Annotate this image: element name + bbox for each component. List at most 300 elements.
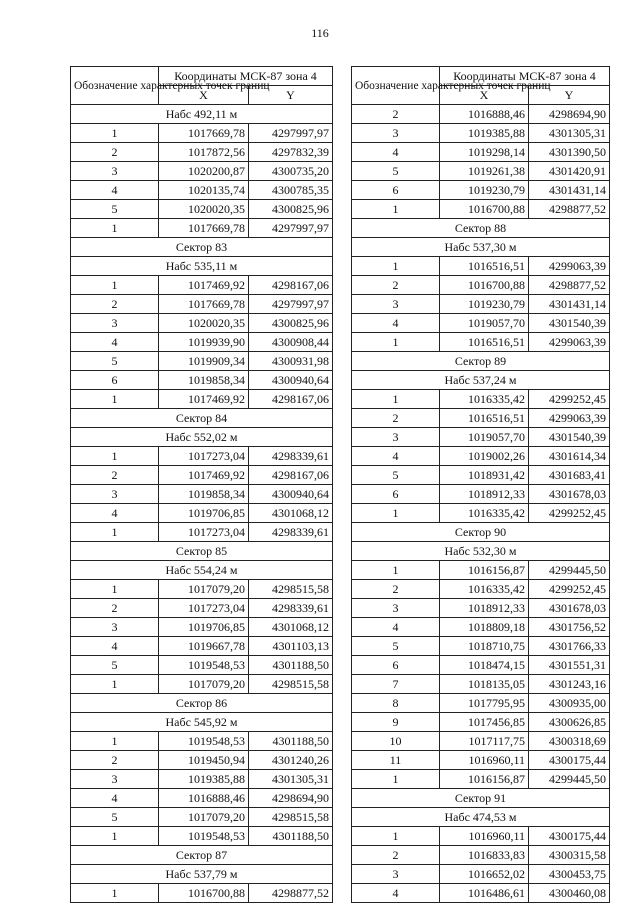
table-row: [352, 580, 610, 599]
y-coordinate: 4298167,06: [249, 466, 333, 485]
table-row: [71, 314, 333, 333]
table-row: [352, 295, 610, 314]
y-coordinate: 4298515,58: [249, 808, 333, 827]
table-row: [71, 124, 333, 143]
right-table-body: [352, 105, 610, 903]
table-row: [71, 580, 333, 599]
x-coordinate: 1017456,85: [440, 713, 529, 732]
x-coordinate: 1017117,75: [440, 732, 529, 751]
section-header-row: [352, 808, 610, 827]
table-row: [71, 276, 333, 295]
y-coordinate: 4298877,52: [249, 884, 333, 903]
table-row: [352, 846, 610, 865]
y-coordinate: 4299252,45: [529, 390, 610, 409]
y-coordinate: 4301683,41: [529, 466, 610, 485]
point-number: 5: [352, 466, 440, 485]
table-row: [352, 884, 610, 903]
x-coordinate: 1016833,83: [440, 846, 529, 865]
x-coordinate: 1016700,88: [440, 276, 529, 295]
section-label: Сектор 83: [71, 238, 333, 257]
point-number: 5: [352, 162, 440, 181]
point-number: 2: [71, 295, 159, 314]
y-coordinate: 4297997,97: [249, 295, 333, 314]
point-number: 2: [352, 409, 440, 428]
y-coordinate: 4299252,45: [529, 580, 610, 599]
x-coordinate: 1018135,05: [440, 675, 529, 694]
point-number: 3: [71, 162, 159, 181]
x-coordinate: 1016156,87: [440, 770, 529, 789]
y-coordinate: 4300453,75: [529, 865, 610, 884]
x-coordinate: 1019298,14: [440, 143, 529, 162]
y-coordinate: 4301243,16: [529, 675, 610, 694]
table-row: [71, 599, 333, 618]
x-coordinate: 1020135,74: [159, 181, 249, 200]
table-row: [71, 751, 333, 770]
y-coordinate: 4300460,08: [529, 884, 610, 903]
table-row: [71, 675, 333, 694]
point-number: 2: [71, 143, 159, 162]
x-coordinate: 1019548,53: [159, 656, 249, 675]
point-number: 1: [71, 523, 159, 542]
table-row: [352, 257, 610, 276]
y-coordinate: 4298339,61: [249, 599, 333, 618]
y-coordinate: 4297832,39: [249, 143, 333, 162]
x-coordinate: 1019858,34: [159, 371, 249, 390]
point-number: 6: [352, 656, 440, 675]
table-row: [352, 200, 610, 219]
table-row: [352, 675, 610, 694]
point-number: 3: [71, 770, 159, 789]
table-row: [71, 447, 333, 466]
x-coordinate: 1018809,18: [440, 618, 529, 637]
x-coordinate: 1019385,88: [440, 124, 529, 143]
x-coordinate: 1017669,78: [159, 219, 249, 238]
x-coordinate: 1017669,78: [159, 295, 249, 314]
table-row: [352, 466, 610, 485]
y-coordinate: 4301540,39: [529, 428, 610, 447]
section-header-row: [71, 409, 333, 428]
section-label: Сектор 87: [71, 846, 333, 865]
y-coordinate: 4301678,03: [529, 599, 610, 618]
point-number: 5: [71, 808, 159, 827]
point-number: 2: [71, 751, 159, 770]
x-coordinate: 1017273,04: [159, 523, 249, 542]
table-row: [71, 162, 333, 181]
point-number: 4: [352, 884, 440, 903]
point-number: 1: [71, 580, 159, 599]
point-number: 1: [352, 390, 440, 409]
table-row: [352, 694, 610, 713]
column-header-boundary-points: Обозначение характерных точек границ: [352, 67, 440, 105]
point-number: 1: [352, 827, 440, 846]
x-coordinate: 1016888,46: [159, 789, 249, 808]
x-coordinate: 1020200,87: [159, 162, 249, 181]
y-coordinate: 4301766,33: [529, 637, 610, 656]
table-row: [352, 105, 610, 124]
table-row: [352, 428, 610, 447]
x-coordinate: 1019548,53: [159, 827, 249, 846]
y-coordinate: 4300175,44: [529, 751, 610, 770]
y-coordinate: 4301551,31: [529, 656, 610, 675]
point-number: 2: [352, 276, 440, 295]
table-row: [71, 884, 333, 903]
section-header-row: [352, 219, 610, 238]
table-row: [352, 751, 610, 770]
x-coordinate: 1016700,88: [440, 200, 529, 219]
point-number: 1: [352, 257, 440, 276]
point-number: 2: [71, 466, 159, 485]
y-coordinate: 4298694,90: [249, 789, 333, 808]
y-coordinate: 4301390,50: [529, 143, 610, 162]
section-header-row: [71, 561, 333, 580]
point-number: 5: [71, 200, 159, 219]
y-coordinate: 4301305,31: [249, 770, 333, 789]
x-coordinate: 1019057,70: [440, 314, 529, 333]
y-coordinate: 4300908,44: [249, 333, 333, 352]
y-coordinate: 4298694,90: [529, 105, 610, 124]
x-coordinate: 1017469,92: [159, 390, 249, 409]
y-coordinate: 4301068,12: [249, 618, 333, 637]
table-row: [352, 162, 610, 181]
point-number: 6: [352, 181, 440, 200]
point-number: 6: [71, 371, 159, 390]
column-header-y: Y: [249, 86, 333, 105]
point-number: 2: [352, 105, 440, 124]
section-header-row: [71, 542, 333, 561]
y-coordinate: 4300931,98: [249, 352, 333, 371]
point-number: 3: [71, 485, 159, 504]
table-row: [352, 333, 610, 352]
y-coordinate: 4298877,52: [529, 200, 610, 219]
section-label: Набс 537,79 м: [71, 865, 333, 884]
point-number: 3: [352, 295, 440, 314]
x-coordinate: 1016888,46: [440, 105, 529, 124]
table-row: [352, 124, 610, 143]
point-number: 4: [71, 333, 159, 352]
point-number: 2: [352, 846, 440, 865]
y-coordinate: 4298339,61: [249, 447, 333, 466]
y-coordinate: 4298877,52: [529, 276, 610, 295]
x-coordinate: 1019002,26: [440, 447, 529, 466]
x-coordinate: 1017273,04: [159, 447, 249, 466]
section-header-row: [71, 694, 333, 713]
y-coordinate: 4297997,97: [249, 124, 333, 143]
section-header-row: [71, 257, 333, 276]
section-header-row: [352, 371, 610, 390]
table-row: [71, 656, 333, 675]
point-number: 1: [352, 200, 440, 219]
section-label: Сектор 91: [352, 789, 610, 808]
section-label: Набс 552,02 м: [71, 428, 333, 447]
section-header-row: [71, 105, 333, 124]
column-header-x: X: [159, 86, 249, 105]
x-coordinate: 1016700,88: [159, 884, 249, 903]
table-row: [71, 523, 333, 542]
x-coordinate: 1019667,78: [159, 637, 249, 656]
x-coordinate: 1017273,04: [159, 599, 249, 618]
section-label: Набс 545,92 м: [71, 713, 333, 732]
y-coordinate: 4301756,52: [529, 618, 610, 637]
point-number: 4: [71, 789, 159, 808]
point-number: 4: [71, 181, 159, 200]
point-number: 4: [71, 504, 159, 523]
x-coordinate: 1017079,20: [159, 808, 249, 827]
point-number: 5: [71, 352, 159, 371]
table-row: [352, 713, 610, 732]
x-coordinate: 1017795,95: [440, 694, 529, 713]
y-coordinate: 4300735,20: [249, 162, 333, 181]
table-row: [71, 504, 333, 523]
y-coordinate: 4301431,14: [529, 181, 610, 200]
column-header-y: Y: [529, 86, 610, 105]
table-row: [71, 333, 333, 352]
y-coordinate: 4301678,03: [529, 485, 610, 504]
table-row: [71, 200, 333, 219]
x-coordinate: 1018474,15: [440, 656, 529, 675]
table-row: [352, 656, 610, 675]
column-header-boundary-points: Обозначение характерных точек границ: [71, 67, 159, 105]
x-coordinate: 1019230,79: [440, 295, 529, 314]
point-number: 1: [71, 675, 159, 694]
table-row: [71, 143, 333, 162]
table-row: [71, 827, 333, 846]
table-row: [352, 504, 610, 523]
y-coordinate: 4301188,50: [249, 656, 333, 675]
x-coordinate: 1018912,33: [440, 599, 529, 618]
table-row: [352, 143, 610, 162]
column-header-coordinates: Координаты МСК-87 зона 4: [440, 67, 610, 86]
table-row: [352, 485, 610, 504]
point-number: 1: [352, 770, 440, 789]
point-number: 3: [352, 428, 440, 447]
section-header-row: [71, 238, 333, 257]
table-row: [352, 390, 610, 409]
section-header-row: [352, 238, 610, 257]
table-row: [71, 352, 333, 371]
point-number: 2: [71, 599, 159, 618]
section-header-row: [352, 542, 610, 561]
y-coordinate: 4298167,06: [249, 276, 333, 295]
section-label: Набс 474,53 м: [352, 808, 610, 827]
y-coordinate: 4301305,31: [529, 124, 610, 143]
y-coordinate: 4300315,58: [529, 846, 610, 865]
x-coordinate: 1019230,79: [440, 181, 529, 200]
point-number: 4: [352, 447, 440, 466]
table-row: [71, 637, 333, 656]
point-number: 1: [71, 732, 159, 751]
section-header-row: [71, 846, 333, 865]
table-row: [71, 618, 333, 637]
table-row: [352, 447, 610, 466]
point-number: 5: [352, 637, 440, 656]
table-row: [71, 295, 333, 314]
y-coordinate: 4301068,12: [249, 504, 333, 523]
x-coordinate: 1019858,34: [159, 485, 249, 504]
point-number: 9: [352, 713, 440, 732]
y-coordinate: 4301614,34: [529, 447, 610, 466]
point-number: 3: [352, 865, 440, 884]
table-row: [352, 181, 610, 200]
x-coordinate: 1016516,51: [440, 257, 529, 276]
y-coordinate: 4298339,61: [249, 523, 333, 542]
y-coordinate: 4297997,97: [249, 219, 333, 238]
y-coordinate: 4300626,85: [529, 713, 610, 732]
table-row: [71, 219, 333, 238]
x-coordinate: 1017469,92: [159, 276, 249, 295]
section-label: Сектор 84: [71, 409, 333, 428]
y-coordinate: 4299063,39: [529, 257, 610, 276]
x-coordinate: 1016156,87: [440, 561, 529, 580]
point-number: 4: [352, 143, 440, 162]
y-coordinate: 4300940,64: [249, 485, 333, 504]
point-number: 2: [352, 580, 440, 599]
section-label: Набс 554,24 м: [71, 561, 333, 580]
section-label: Сектор 85: [71, 542, 333, 561]
x-coordinate: 1019939,90: [159, 333, 249, 352]
section-header-row: [71, 713, 333, 732]
table-row: [71, 181, 333, 200]
right-coordinates-table: [351, 66, 610, 903]
table-row: [352, 599, 610, 618]
y-coordinate: 4300825,96: [249, 200, 333, 219]
x-coordinate: 1019450,94: [159, 751, 249, 770]
point-number: 10: [352, 732, 440, 751]
x-coordinate: 1019261,38: [440, 162, 529, 181]
x-coordinate: 1017079,20: [159, 580, 249, 599]
y-coordinate: 4299445,50: [529, 770, 610, 789]
table-row: [71, 390, 333, 409]
point-number: 1: [71, 124, 159, 143]
y-coordinate: 4299063,39: [529, 333, 610, 352]
point-number: 7: [352, 675, 440, 694]
x-coordinate: 1018710,75: [440, 637, 529, 656]
x-coordinate: 1016960,11: [440, 827, 529, 846]
y-coordinate: 4301188,50: [249, 827, 333, 846]
x-coordinate: 1020020,35: [159, 314, 249, 333]
table-row: [71, 485, 333, 504]
section-header-row: [71, 428, 333, 447]
point-number: 8: [352, 694, 440, 713]
x-coordinate: 1016486,61: [440, 884, 529, 903]
x-coordinate: 1019057,70: [440, 428, 529, 447]
x-coordinate: 1016335,42: [440, 580, 529, 599]
table-row: [71, 808, 333, 827]
x-coordinate: 1016516,51: [440, 333, 529, 352]
table-row: [352, 409, 610, 428]
section-label: Сектор 86: [71, 694, 333, 713]
y-coordinate: 4301240,26: [249, 751, 333, 770]
y-coordinate: 4299445,50: [529, 561, 610, 580]
table-row: [352, 637, 610, 656]
point-number: 1: [71, 447, 159, 466]
point-number: 4: [71, 637, 159, 656]
point-number: 3: [352, 599, 440, 618]
y-coordinate: 4298515,58: [249, 675, 333, 694]
x-coordinate: 1016960,11: [440, 751, 529, 770]
table-row: [352, 314, 610, 333]
x-coordinate: 1018931,42: [440, 466, 529, 485]
x-coordinate: 1017872,56: [159, 143, 249, 162]
section-header-row: [352, 352, 610, 371]
section-header-row: [352, 789, 610, 808]
table-row: [352, 276, 610, 295]
x-coordinate: 1019909,34: [159, 352, 249, 371]
section-header-row: [352, 523, 610, 542]
section-label: Сектор 90: [352, 523, 610, 542]
table-row: [352, 770, 610, 789]
left-table-body: [71, 105, 333, 903]
x-coordinate: 1017079,20: [159, 675, 249, 694]
point-number: 3: [71, 314, 159, 333]
section-label: Набс 532,30 м: [352, 542, 610, 561]
point-number: 4: [352, 618, 440, 637]
section-label: Набс 537,24 м: [352, 371, 610, 390]
page-number: 116: [311, 26, 329, 40]
point-number: 1: [352, 504, 440, 523]
x-coordinate: 1019548,53: [159, 732, 249, 751]
x-coordinate: 1019706,85: [159, 504, 249, 523]
table-row: [352, 865, 610, 884]
table-row: [71, 466, 333, 485]
table-row: [352, 732, 610, 751]
table-row: [352, 827, 610, 846]
y-coordinate: 4300175,44: [529, 827, 610, 846]
y-coordinate: 4301420,91: [529, 162, 610, 181]
section-label: Набс 535,11 м: [71, 257, 333, 276]
x-coordinate: 1016335,42: [440, 390, 529, 409]
point-number: 3: [352, 124, 440, 143]
section-label: Сектор 88: [352, 219, 610, 238]
x-coordinate: 1017469,92: [159, 466, 249, 485]
y-coordinate: 4298167,06: [249, 390, 333, 409]
point-number: 1: [352, 561, 440, 580]
y-coordinate: 4300940,64: [249, 371, 333, 390]
column-header-x: X: [440, 86, 529, 105]
table-row: [71, 732, 333, 751]
x-coordinate: 1019385,88: [159, 770, 249, 789]
y-coordinate: 4299252,45: [529, 504, 610, 523]
y-coordinate: 4301540,39: [529, 314, 610, 333]
point-number: 1: [71, 884, 159, 903]
table-row: [352, 561, 610, 580]
y-coordinate: 4299063,39: [529, 409, 610, 428]
y-coordinate: 4300785,35: [249, 181, 333, 200]
y-coordinate: 4301188,50: [249, 732, 333, 751]
section-header-row: [71, 865, 333, 884]
column-header-coordinates: Координаты МСК-87 зона 4: [159, 67, 333, 86]
y-coordinate: 4300318,69: [529, 732, 610, 751]
y-coordinate: 4298515,58: [249, 580, 333, 599]
y-coordinate: 4300935,00: [529, 694, 610, 713]
section-label: Сектор 89: [352, 352, 610, 371]
x-coordinate: 1016652,02: [440, 865, 529, 884]
section-label: Набс 492,11 м: [71, 105, 333, 124]
point-number: 1: [352, 333, 440, 352]
y-coordinate: 4301103,13: [249, 637, 333, 656]
point-number: 5: [71, 656, 159, 675]
section-label: Набс 537,30 м: [352, 238, 610, 257]
point-number: 1: [71, 390, 159, 409]
point-number: 6: [352, 485, 440, 504]
x-coordinate: 1019706,85: [159, 618, 249, 637]
table-row: [71, 770, 333, 789]
table-row: [71, 371, 333, 390]
table-row: [71, 789, 333, 808]
point-number: 11: [352, 751, 440, 770]
left-coordinates-table: [70, 66, 333, 903]
point-number: 3: [71, 618, 159, 637]
x-coordinate: 1016516,51: [440, 409, 529, 428]
